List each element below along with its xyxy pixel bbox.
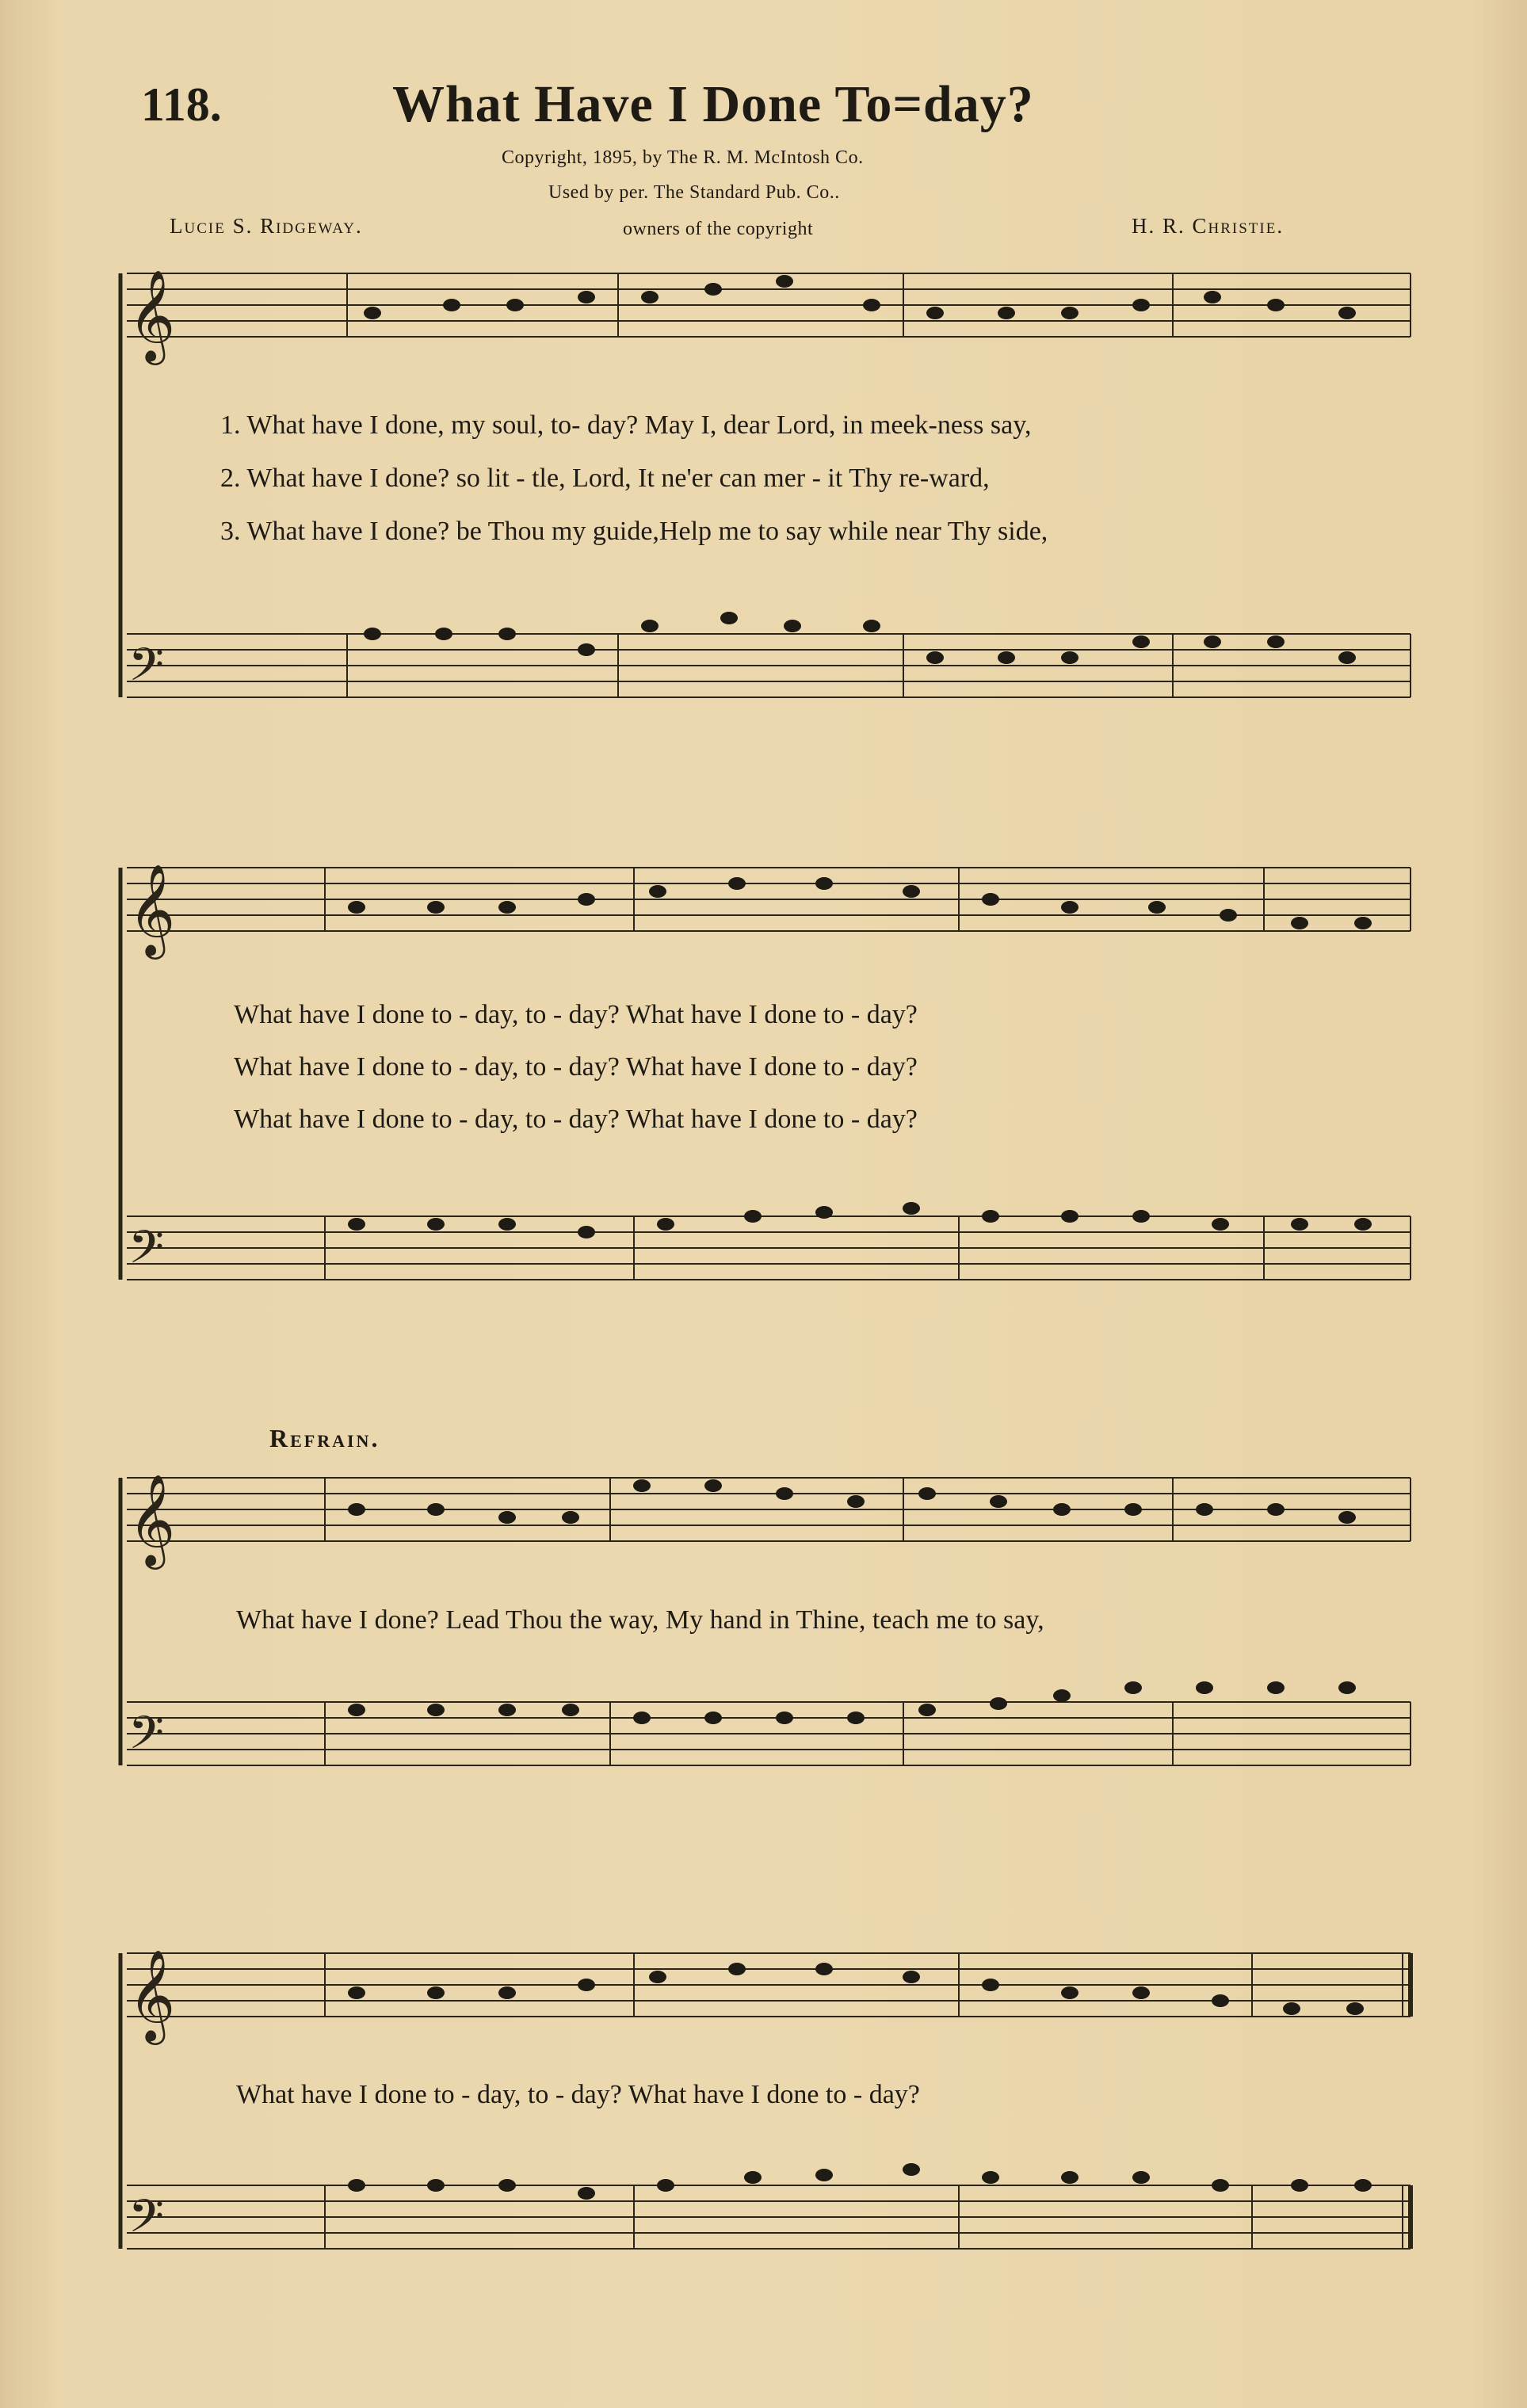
bass-clef-icon: 𝄢 <box>128 1220 165 1285</box>
refrain-label: Refrain. <box>269 1424 380 1452</box>
bass-staff-system-3 <box>127 1702 1411 1765</box>
bass-clef-icon: 𝄢 <box>128 638 165 703</box>
hymn-number: 118. <box>141 78 222 131</box>
treble-clef-icon: 𝄞 <box>128 269 176 361</box>
note-heads <box>348 275 1372 2200</box>
chorus-line-3: What have I done to - day, to - day? What have I done to - day? <box>234 1105 918 1134</box>
permission-line: Used by per. The Standard Pub. Co.. <box>548 182 840 203</box>
bass-clef-icon: 𝄢 <box>128 1706 165 1771</box>
author-credit: Lucie S. Ridgeway. <box>170 214 363 238</box>
refrain-line-2: What have I done to - day, to - day? What have I done to - day? <box>236 2080 920 2109</box>
treble-staff-system-1 <box>127 273 1411 337</box>
chorus-line-2: What have I done to - day, to - day? What have I done to - day? <box>234 1052 918 1082</box>
composer-credit: H. R. Christie. <box>1132 214 1285 238</box>
treble-clef-icon: 𝄞 <box>128 863 176 956</box>
chorus-line-1: What have I done to - day, to - day? What have I done to - day? <box>234 1000 918 1029</box>
bass-clef-icon: 𝄢 <box>128 2189 165 2254</box>
treble-staff-system-4 <box>127 1953 1411 2017</box>
verse-line-3: 3. What have I done? be Thou my guide,Help me to say while near Thy side, <box>220 517 1048 546</box>
owners-line: owners of the copyright <box>623 219 814 239</box>
verse-line-1: 1. What have I done, my soul, to- day? May I, dear Lord, in meek-ness say, <box>220 410 1032 440</box>
verse-line-2: 2. What have I done? so lit - tle, Lord, It ne'er can mer - it Thy re-ward, <box>220 464 990 493</box>
clef-symbols <box>128 269 175 2254</box>
refrain-line-1: What have I done? Lead Thou the way, My hand in Thine, teach me to say, <box>236 1605 1044 1635</box>
copyright-line: Copyright, 1895, by The R. M. McIntosh Co. <box>502 147 864 168</box>
treble-clef-icon: 𝄞 <box>128 1948 176 2041</box>
bass-staff-system-4 <box>127 2185 1411 2249</box>
treble-staff-system-2 <box>127 868 1411 931</box>
treble-clef-icon: 𝄞 <box>128 1473 176 1566</box>
treble-staff-system-3 <box>127 1478 1411 1541</box>
hymn-title: What Have I Done To=day? <box>392 75 1034 133</box>
